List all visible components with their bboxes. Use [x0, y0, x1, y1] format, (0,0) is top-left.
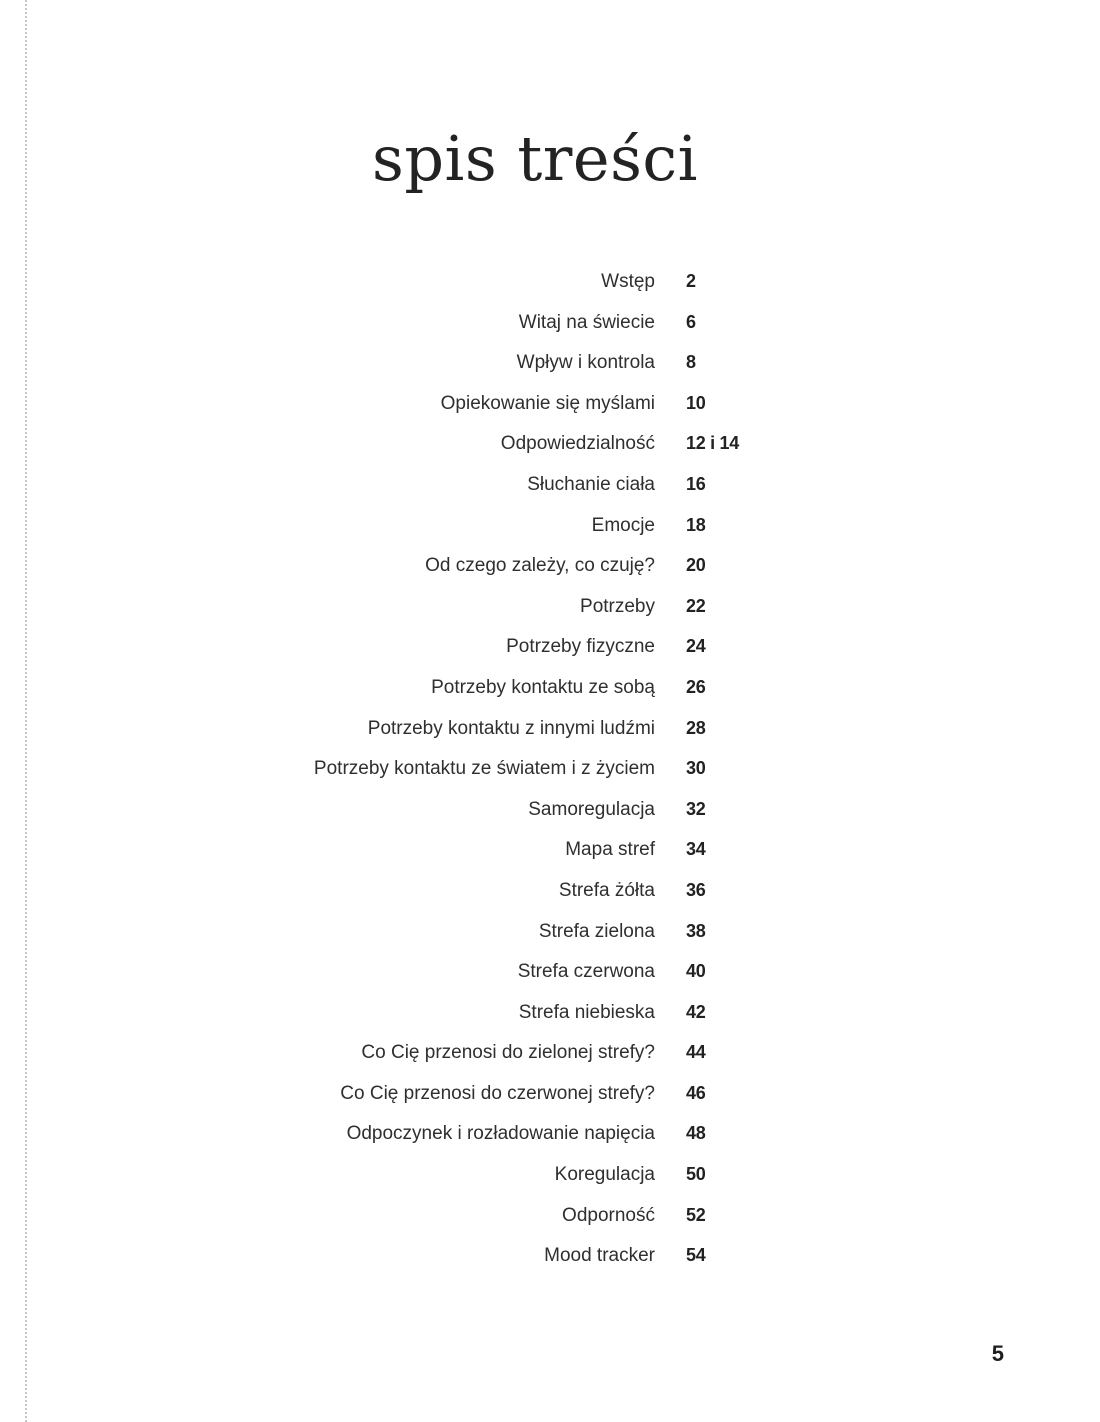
- toc-entry: [0, 1114, 1100, 1155]
- toc-entry-label: Witaj na świecie: [518, 311, 655, 333]
- toc-entry: [0, 1074, 1100, 1115]
- toc-entry-page: 52: [686, 1204, 706, 1225]
- toc-entry-label: Mapa stref: [565, 839, 655, 861]
- toc-entry-page: 36: [686, 879, 706, 900]
- toc-entry-page: 34: [686, 839, 706, 860]
- toc-entry-label: Samoregulacja: [528, 798, 655, 820]
- toc-entry-label: Strefa czerwona: [517, 961, 655, 983]
- toc-entry-label: Co Cię przenosi do czerwonej strefy?: [340, 1082, 655, 1104]
- toc-entry-page: 2: [686, 271, 696, 291]
- toc-entry-label: Odporność: [562, 1204, 655, 1226]
- toc-entry-page: 18: [686, 514, 706, 535]
- toc-entry: [0, 627, 1100, 668]
- toc-entry-label: Koregulacja: [554, 1164, 655, 1186]
- toc-entry-label: Potrzeby fizyczne: [506, 636, 655, 658]
- toc-entry-label: Strefa zielona: [538, 920, 655, 942]
- toc-entry-page: 48: [686, 1123, 706, 1144]
- toc-entry-label: Od czego zależy, co czuję?: [425, 555, 655, 577]
- toc-entry-page: 54: [686, 1245, 706, 1266]
- toc-entry-label: Co Cię przenosi do zielonej strefy?: [361, 1042, 655, 1064]
- toc-entry: [0, 668, 1100, 709]
- toc-entry-page: 28: [686, 717, 706, 738]
- toc-entry: [0, 1196, 1100, 1237]
- toc-entry-label: Wpływ i kontrola: [516, 352, 655, 374]
- toc-entry-page: 20: [686, 555, 706, 576]
- toc-entry: [0, 993, 1100, 1034]
- toc-entry: [0, 749, 1100, 790]
- toc-entry: [0, 384, 1100, 425]
- toc-entry-page: 40: [686, 961, 706, 982]
- toc-entry-label: Potrzeby kontaktu ze sobą: [431, 676, 655, 698]
- toc-entry-label: Potrzeby: [580, 595, 655, 617]
- toc-entry: [0, 343, 1100, 384]
- toc-entry-page: 12 i 14: [686, 433, 739, 454]
- page-title: spis treści: [372, 122, 698, 195]
- toc-entry: [0, 830, 1100, 871]
- toc-entry-page: 30: [686, 758, 706, 779]
- toc-entry-page: 32: [686, 798, 706, 819]
- toc-entry-page: 26: [686, 676, 706, 697]
- toc-entry-label: Strefa niebieska: [518, 1001, 655, 1023]
- toc-entry: [0, 790, 1100, 831]
- toc-entry: [0, 709, 1100, 750]
- toc-entry-label: Wstęp: [601, 271, 655, 292]
- toc-entry: [0, 424, 1100, 465]
- toc-entry-label: Słuchanie ciała: [527, 473, 655, 495]
- toc-entry-label: Potrzeby kontaktu z innymi ludźmi: [367, 717, 655, 739]
- toc-entry: [0, 1033, 1100, 1074]
- toc-entry-page: 42: [686, 1001, 706, 1022]
- toc-entry: [0, 587, 1100, 628]
- toc-entry-label: Emocje: [591, 514, 655, 536]
- toc-entry: [0, 506, 1100, 547]
- toc-entry-page: 38: [686, 920, 706, 941]
- toc-entry-label: Strefa żółta: [558, 879, 655, 901]
- toc-entry: [0, 262, 1100, 303]
- toc-entry: [0, 303, 1100, 344]
- toc-entry-page: 50: [686, 1164, 706, 1185]
- toc-entry: [0, 952, 1100, 993]
- toc-entry-label: Mood tracker: [544, 1245, 655, 1267]
- toc-entry-page: 8: [686, 352, 696, 373]
- toc-entry-page: 22: [686, 595, 706, 616]
- toc-entry: [0, 1236, 1100, 1277]
- toc-entry: [0, 1155, 1100, 1196]
- page-number: 5: [991, 1341, 1004, 1366]
- toc-entry: [0, 546, 1100, 587]
- toc-entry-page: 16: [686, 473, 706, 494]
- toc-entry-label: Odpowiedzialność: [500, 433, 655, 455]
- toc-entry-page: 44: [686, 1042, 706, 1063]
- toc-entry: [0, 465, 1100, 506]
- toc-entry: [0, 871, 1100, 912]
- toc-entry-page: 24: [686, 636, 706, 657]
- toc-entry: [0, 912, 1100, 953]
- toc-entry-page: 46: [686, 1082, 706, 1103]
- toc-entry-label: Odpoczynek i rozładowanie napięcia: [346, 1123, 655, 1145]
- toc-entry-page: 10: [686, 392, 706, 413]
- toc-entry-page: 6: [686, 311, 696, 332]
- toc-entry-label: Potrzeby kontaktu ze światem i z życiem: [313, 758, 655, 780]
- toc-entry-label: Opiekowanie się myślami: [440, 392, 655, 414]
- table-of-contents: [0, 262, 1100, 1277]
